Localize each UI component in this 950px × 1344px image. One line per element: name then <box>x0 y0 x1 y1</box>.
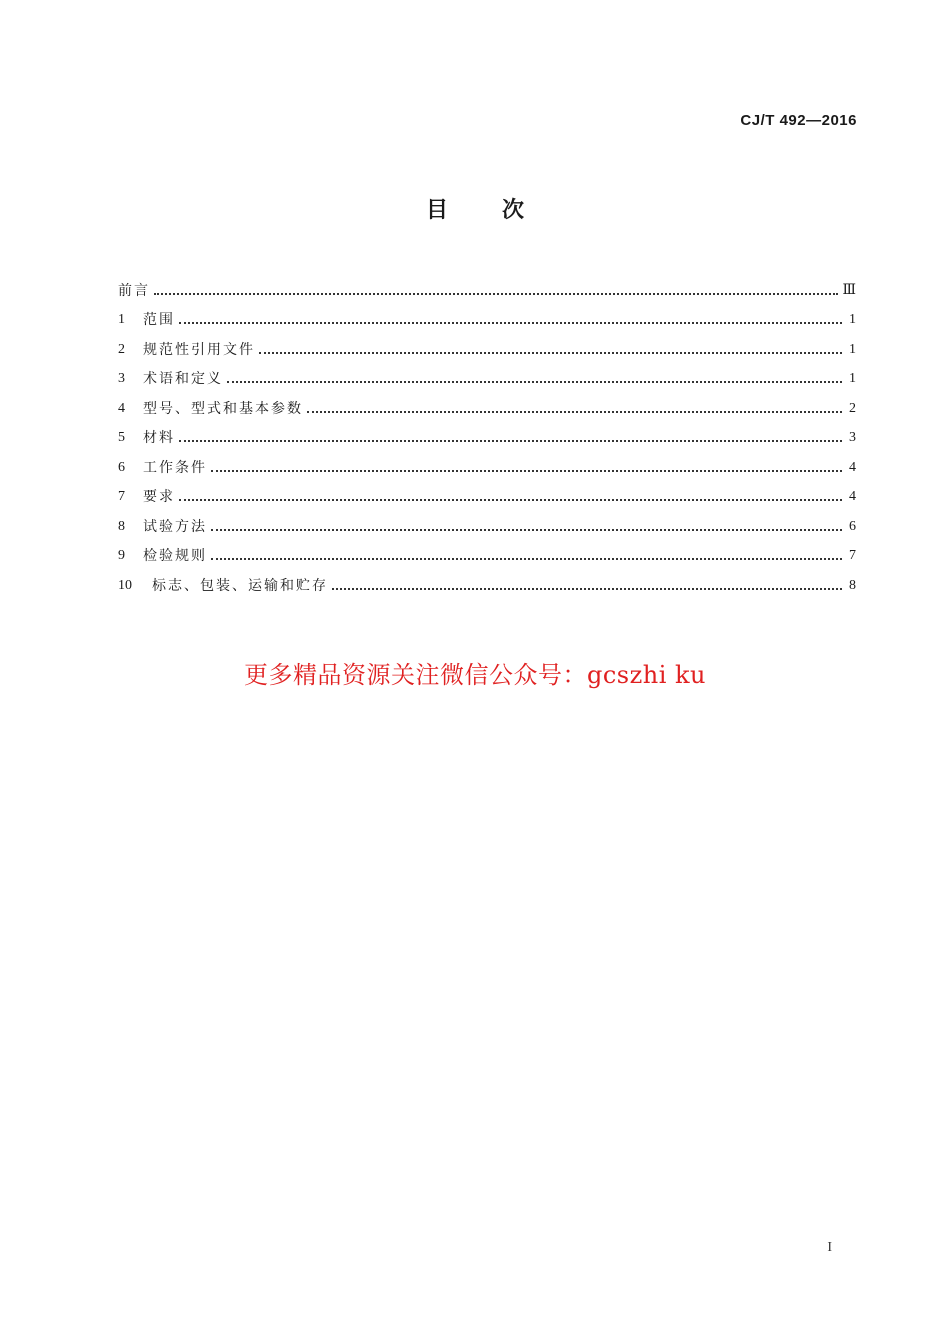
toc-entry-7[interactable] <box>118 477 856 507</box>
toc-leader-dots <box>332 588 842 590</box>
toc-entry-page: 8 <box>849 577 856 593</box>
toc-entry-label: 标志、包装、运输和贮存 <box>152 577 328 594</box>
toc-entry-page: Ⅲ <box>842 282 856 298</box>
toc-leader-dots <box>307 411 842 413</box>
toc-leader-dots <box>211 470 842 472</box>
toc-entry-9[interactable] <box>118 536 856 566</box>
toc-entry-label: 型号、型式和基本参数 <box>143 400 303 417</box>
promo-watermark-text: 更多精品资源关注微信公众号：gcszhi ku <box>243 661 707 689</box>
toc-entry-number: 1 <box>118 312 125 327</box>
toc-entry-label: 工作条件 <box>143 459 207 476</box>
toc-entry-number: 2 <box>118 341 125 357</box>
toc-entry-number: 3 <box>118 371 125 386</box>
toc-entry-label: 检验规则 <box>143 548 207 564</box>
toc-leader-dots <box>179 440 842 442</box>
toc-leader-dots <box>179 499 842 501</box>
toc-entry-label: 要求 <box>143 489 175 505</box>
toc-entry-6[interactable] <box>118 447 856 477</box>
toc-entry-page: 3 <box>849 430 856 445</box>
toc-entry-label: 材料 <box>143 430 175 446</box>
page-title: 目次 <box>425 198 578 223</box>
toc-entry-number: 5 <box>118 430 125 445</box>
standard-code: CJ/T 492—2016 <box>740 112 857 129</box>
toc-entry-number: 9 <box>118 548 125 563</box>
toc-entry-number: 8 <box>118 518 125 534</box>
toc-entry-label: 范围 <box>143 312 175 328</box>
toc-entry-label: 前言 <box>118 282 150 299</box>
toc-entry-page: 7 <box>849 548 856 563</box>
toc-leader-dots <box>259 352 842 354</box>
toc-entry-label: 术语和定义 <box>143 371 223 387</box>
toc-entry-number: 7 <box>118 489 125 504</box>
toc-entry-3[interactable] <box>118 359 856 389</box>
toc-entry-page: 6 <box>849 518 856 534</box>
page-number: I <box>827 1240 832 1255</box>
table-of-contents <box>118 270 856 595</box>
toc-leader-dots <box>227 381 842 383</box>
toc-entry-label: 试验方法 <box>143 518 207 535</box>
toc-entry-1[interactable] <box>118 300 856 330</box>
toc-entry-page: 4 <box>849 459 856 475</box>
toc-entry-5[interactable] <box>118 418 856 448</box>
toc-entry-8[interactable] <box>118 506 856 536</box>
toc-entry-number: 4 <box>118 400 125 416</box>
toc-entry-number: 6 <box>118 459 125 475</box>
toc-leader-dots <box>179 322 842 324</box>
toc-entry-2[interactable] <box>118 329 856 359</box>
toc-leader-dots <box>211 558 842 560</box>
toc-leader-dots <box>211 529 842 531</box>
toc-entry-10[interactable] <box>118 565 856 595</box>
toc-entry-foreword[interactable] <box>118 270 856 300</box>
toc-entry-page: 4 <box>849 489 856 504</box>
toc-leader-dots <box>154 293 838 295</box>
toc-entry-4[interactable] <box>118 388 856 418</box>
toc-entry-number: 10 <box>118 577 132 593</box>
toc-entry-page: 1 <box>849 341 856 357</box>
toc-entry-label: 规范性引用文件 <box>143 341 255 358</box>
toc-entry-page: 1 <box>849 312 856 327</box>
toc-entry-page: 1 <box>849 371 856 386</box>
toc-entry-page: 2 <box>849 400 856 416</box>
